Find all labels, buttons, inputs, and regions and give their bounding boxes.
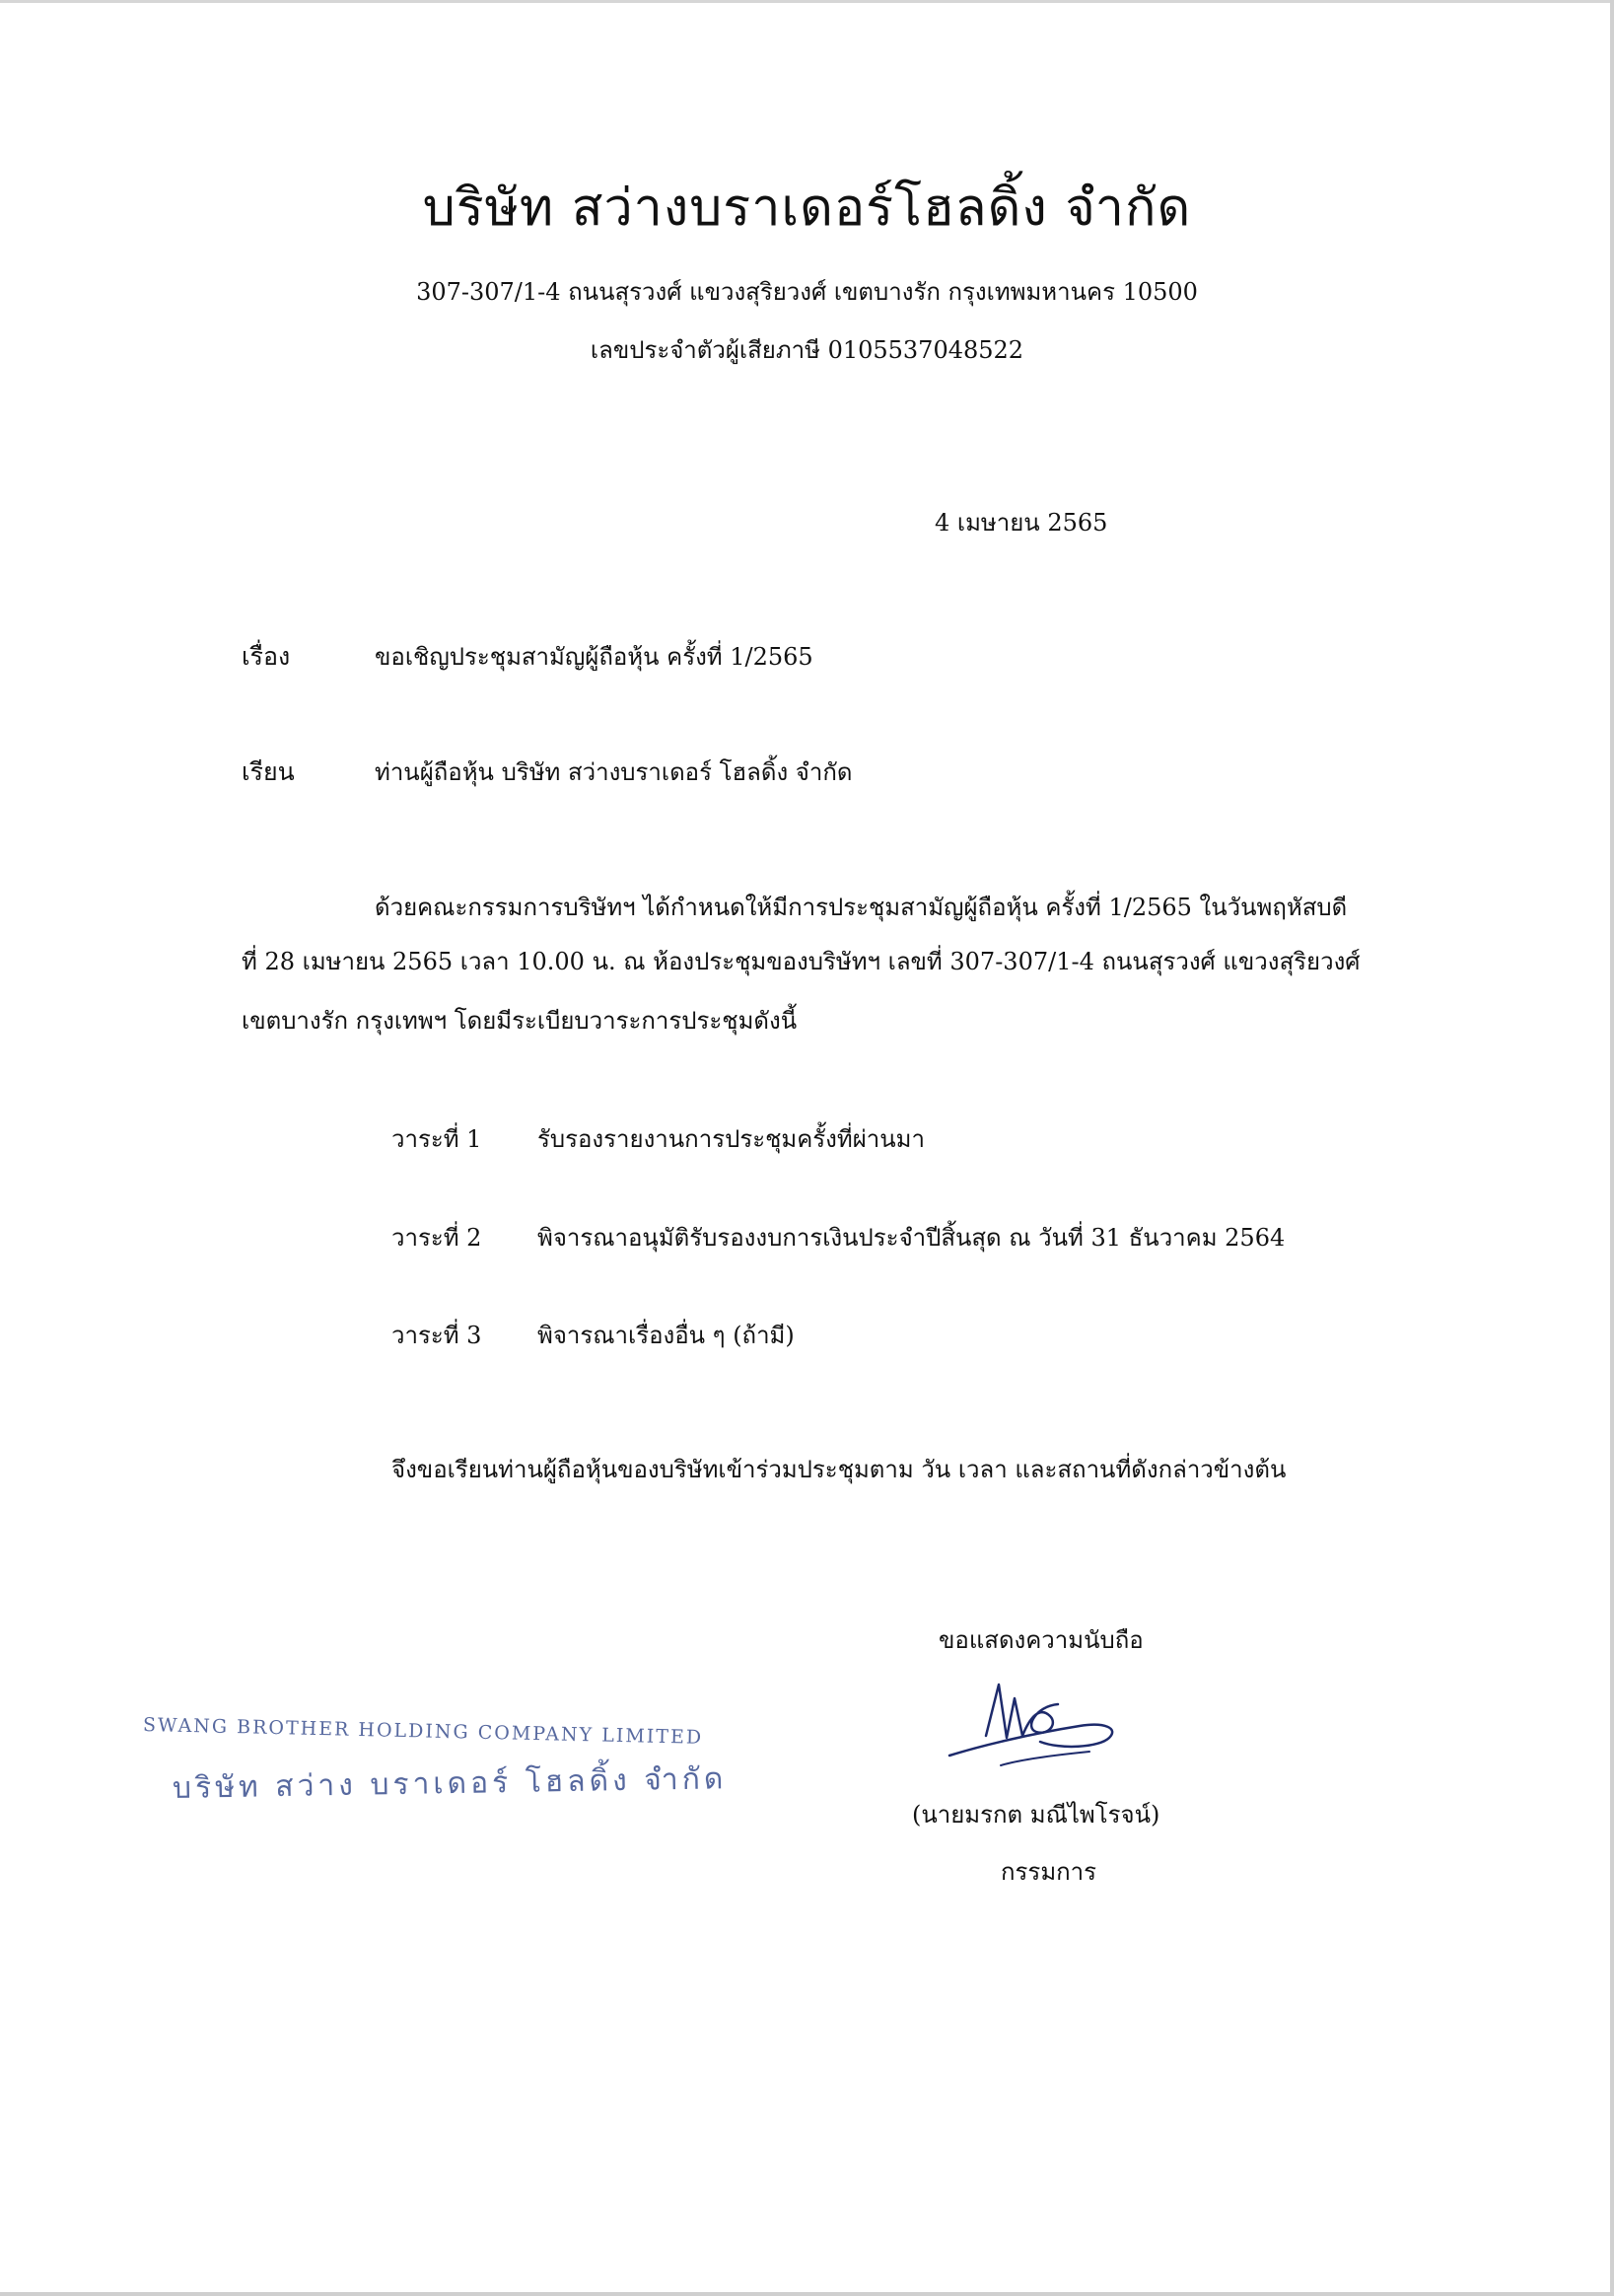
recipient-text: ท่านผู้ถือหุ้น บริษัท สว่างบราเดอร์ โฮลดิ้ง จำกัด xyxy=(375,758,853,786)
company-stamp-english: SWANG BROTHER HOLDING COMPANY LIMITED xyxy=(142,1714,704,1749)
signer-name: (นายมรกต มณีไพโรจน์) xyxy=(912,1801,1160,1829)
agenda-3-text: พิจารณาเรื่องอื่น ๆ (ถ้ามี) xyxy=(537,1322,795,1349)
scan-edge-top xyxy=(0,0,1614,3)
company-stamp-thai: บริษัท สว่าง บราเดอร์ โฮลดิ้ง จำกัด xyxy=(172,1761,728,1806)
recipient-label: เรียน xyxy=(242,757,295,786)
scan-edge-bottom xyxy=(0,2292,1614,2296)
body-line-1: ด้วยคณะกรรมการบริษัทฯ ได้กำหนดให้มีการประชุมสามัญผู้ถือหุ้น ครั้งที่ 1/2565 ในวันพฤหัสบดี xyxy=(375,894,1348,921)
tax-id: เลขประจำตัวผู้เสียภาษี 0105537048522 xyxy=(590,336,1024,364)
company-name: บริษัท สว่างบราเดอร์โฮลดิ้ง จำกัด xyxy=(422,179,1192,238)
company-address: 307-307/1-4 ถนนสุรวงศ์ แขวงสุริยวงศ์ เขตบางรัก กรุงเทพมหานคร 10500 xyxy=(416,278,1198,306)
subject-text: ขอเชิญประชุมสามัญผู้ถือหุ้น ครั้งที่ 1/2565 xyxy=(375,643,813,671)
signer-position: กรรมการ xyxy=(1001,1858,1097,1886)
body-line-3: เขตบางรัก กรุงเทพฯ โดยมีระเบียบวาระการประชุมดังนี้ xyxy=(242,1007,798,1035)
agenda-2-label: วาระที่ 2 xyxy=(391,1224,482,1252)
agenda-2-text: พิจารณาอนุมัติรับรองงบการเงินประจำปีสิ้นสุด ณ วันที่ 31 ธันวาคม 2564 xyxy=(537,1224,1286,1252)
subject-label: เรื่อง xyxy=(242,642,291,671)
agenda-1-label: วาระที่ 1 xyxy=(391,1125,482,1153)
body-line-2: ที่ 28 เมษายน 2565 เวลา 10.00 น. ณ ห้องประชุมของบริษัทฯ เลขที่ 307-307/1-4 ถนนสุรวงศ์ แขวงสุริยวงศ์ xyxy=(242,948,1361,975)
regards: ขอแสดงความนับถือ xyxy=(939,1626,1144,1654)
agenda-1-text: รับรองรายงานการประชุมครั้งที่ผ่านมา xyxy=(537,1125,925,1153)
handwritten-signature xyxy=(942,1677,1124,1785)
letter-date: 4 เมษายน 2565 xyxy=(935,509,1108,537)
agenda-3-label: วาระที่ 3 xyxy=(391,1322,482,1349)
closing-sentence: จึงขอเรียนท่านผู้ถือหุ้นของบริษัทเข้าร่วมประชุมตาม วัน เวลา และสถานที่ดังกล่าวข้างต้น xyxy=(391,1456,1287,1483)
